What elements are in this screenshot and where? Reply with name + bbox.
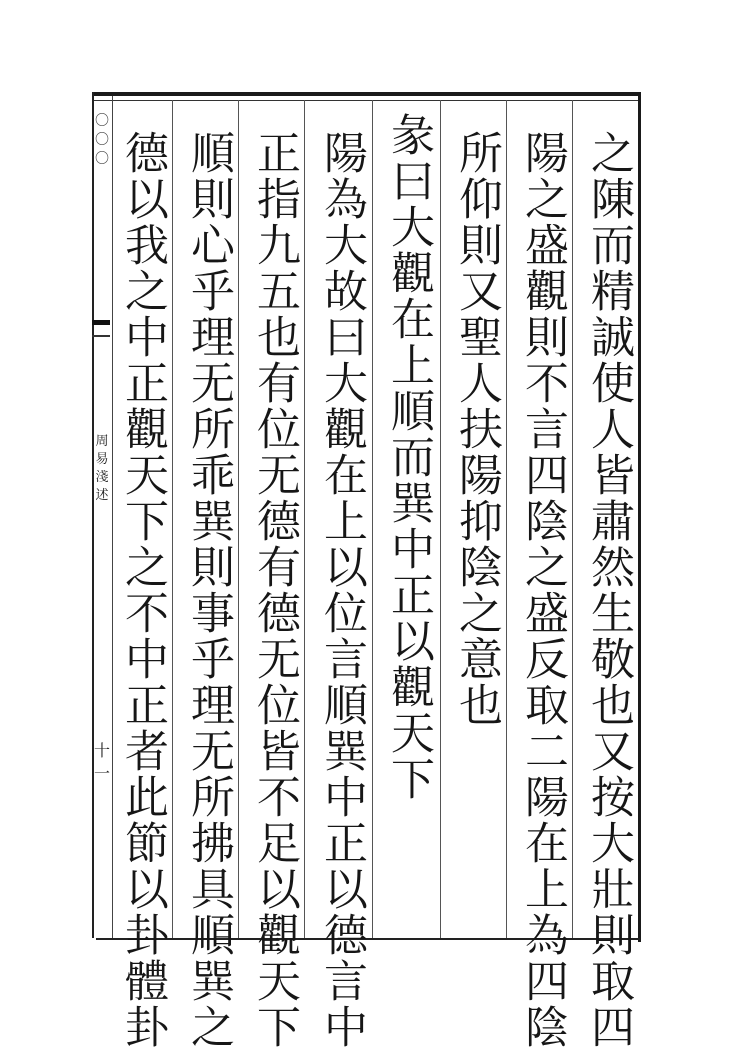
column-rule — [304, 100, 305, 938]
frame-top-inner-line — [92, 100, 640, 101]
text-column-1: 之陳而精誠使人皆肅然生敬也又按大壯則取四 — [583, 130, 634, 1050]
column-rule — [572, 100, 573, 938]
banxin-title-char-3: 淺 — [95, 470, 109, 485]
frame-top-border — [92, 92, 640, 96]
text-column-7: 順則心乎理无所乖巽則事乎理无所拂具順巽之 — [183, 130, 234, 1050]
banxin-title-char-2: 易 — [95, 452, 109, 467]
text-column-2: 陽之盛觀則不言四陰之盛反取二陽在上為四陰 — [517, 130, 568, 1050]
banxin-left-line — [92, 92, 94, 938]
column-rule — [506, 100, 507, 938]
column-rule — [372, 100, 373, 938]
text-column-4: 彖曰大觀在上順而巽中正以觀天下 — [383, 112, 434, 802]
text-column-3: 所仰則又聖人扶陽抑陰之意也 — [451, 130, 502, 728]
banxin-title-char-1: 周 — [95, 434, 109, 449]
text-column-6: 正指九五也有位无德有德无位皆不足以觀天下 — [249, 130, 300, 1050]
fish-tail-mark — [92, 320, 110, 337]
text-column-8: 德以我之中正觀天下之不中正者此節以卦體卦 — [117, 130, 168, 1050]
text-column-5: 陽為大故曰大觀在上以位言順巽中正以德言中 — [316, 130, 367, 1050]
leaf-number: 十一 — [93, 741, 110, 783]
column-rule — [440, 100, 441, 938]
banxin-title-char-4: 述 — [95, 488, 109, 503]
banxin-marks: 〇〇〇 — [95, 113, 109, 167]
column-rule — [238, 100, 239, 938]
frame-right-border — [638, 92, 641, 942]
column-rule — [172, 100, 173, 938]
